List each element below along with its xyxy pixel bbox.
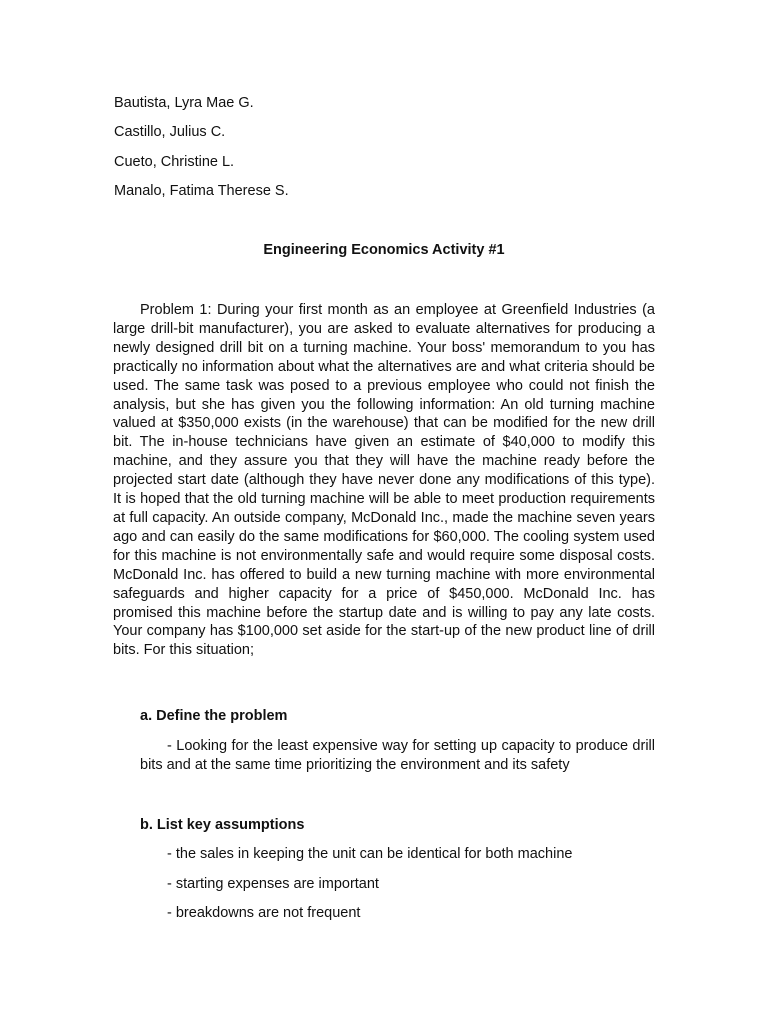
assumption-item: - breakdowns are not frequent [167,905,361,921]
author-name: Cueto, Christine L. [114,154,235,170]
author-name: Castillo, Julius C. [114,124,226,140]
assumption-item: - the sales in keeping the unit can be identical for both machine [167,846,573,862]
section-b-heading: b. List key assumptions [140,817,305,833]
author-name: Manalo, Fatima Therese S. [114,183,289,199]
section-a-answer: - Looking for the least expensive way for setting up capacity to produce drill bits and at the same time prioritizing the environment and its safety [140,738,655,773]
assumption-item: - starting expenses are important [167,876,379,892]
author-name: Bautista, Lyra Mae G. [114,95,254,111]
section-a-heading: a. Define the problem [140,708,288,724]
document-title: Engineering Economics Activity #1 [263,242,505,258]
problem-statement: Problem 1: During your first month as an employee at Greenfield Industries (a large drill-bit manufacturer), you are asked to evaluate alternatives for producing a newly designed drill bit on a turning machine. Your boss' memorandum to you has practically no information about what the alternatives are and what criteria should be used. The same task was posed to a previous employee who could not finish the analysis, but she has given you the following information: An old turning machine valued at $350,000 exists (in the warehouse) that can be modified for the new drill bit. The in-house technicians have given an estimate of $40,000 to modify this machine, and they assure you that they will have the machine ready before the projected start date (although they have never done any modifications of this type). It is hoped that the old turning machine will be able to meet production requirements at full capacity. An outside company, McDonald Inc., made the machine seven years ago and can easily do the same modifications for $60,000. The cooling system used for this machine is not environmentally safe and would require some disposal costs. McDonald Inc. has offered to build a new turning machine with more environmental safeguards and higher capacity for a price of $450,000. McDonald Inc. has promised this machine before the startup date and is willing to pay any late costs. Your company has $100,000 set aside for the start-up of the new product line of drill bits. For this situation; [113,302,655,659]
